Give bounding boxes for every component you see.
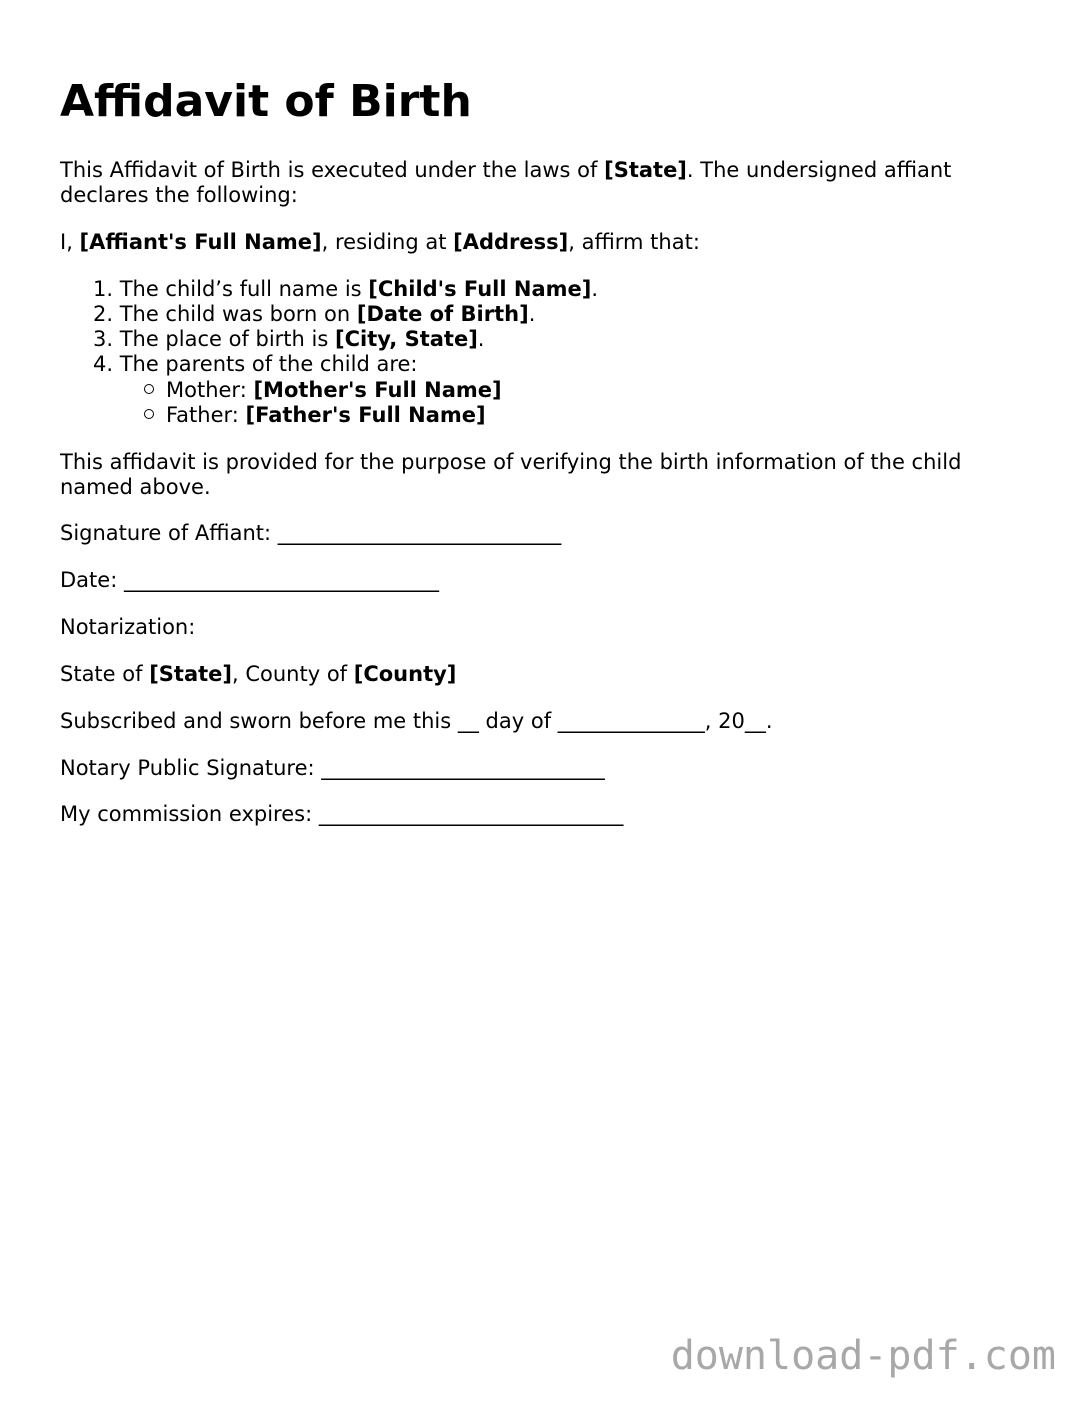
affiant-signature-line: Signature of Affiant: ___________________________ [60, 521, 562, 545]
list-number: 3. [92, 327, 113, 351]
list-number: 4. [92, 352, 113, 376]
date-line: Date: ______________________________ [60, 568, 439, 592]
list-item: 3. The place of birth is [City, State]. [60, 327, 484, 352]
notary-signature-line: Notary Public Signature: ___________________________ [60, 756, 605, 780]
county-placeholder: [County] [353, 662, 457, 686]
purpose-line-2: named above. [60, 475, 211, 499]
purpose-line-1: This affidavit is provided for the purpose of verifying the birth information of the child [60, 450, 962, 474]
list-number: 1. [92, 277, 113, 301]
notarization-label: Notarization: [60, 615, 196, 639]
circle-bullet-icon [144, 384, 154, 394]
venue-line: State of [State], County of [County] [60, 662, 457, 686]
list-item: 1. The child’s full name is [Child's Full Name]. [60, 277, 598, 302]
commission-expires-line: My commission expires: _____________________________ [60, 802, 624, 826]
parent-mother: Mother: [Mother's Full Name] [60, 378, 502, 403]
address-placeholder: [Address] [453, 230, 569, 254]
state-placeholder: [State] [604, 158, 687, 182]
state-placeholder: [State] [149, 662, 232, 686]
affiant-name-placeholder: [Affiant's Full Name] [79, 230, 322, 254]
affirmation-line: I, [Affiant's Full Name], residing at [Address], affirm that: [60, 230, 700, 254]
subscribed-line: Subscribed and sworn before me this __ day of ______________, 20__. [60, 709, 773, 733]
document-title: Affidavit of Birth [60, 76, 472, 127]
watermark: download-pdf.com [670, 1333, 1056, 1379]
circle-bullet-icon [144, 409, 154, 419]
intro-line-2: declares the following: [60, 183, 298, 207]
list-item: 4. The parents of the child are: [60, 352, 418, 377]
list-number: 2. [92, 302, 113, 326]
parent-father: Father: [Father's Full Name] [60, 403, 486, 428]
list-item: 2. The child was born on [Date of Birth]. [60, 302, 535, 327]
intro-line-1: This Affidavit of Birth is executed under the laws of [State]. The undersigned affiant [60, 158, 952, 182]
